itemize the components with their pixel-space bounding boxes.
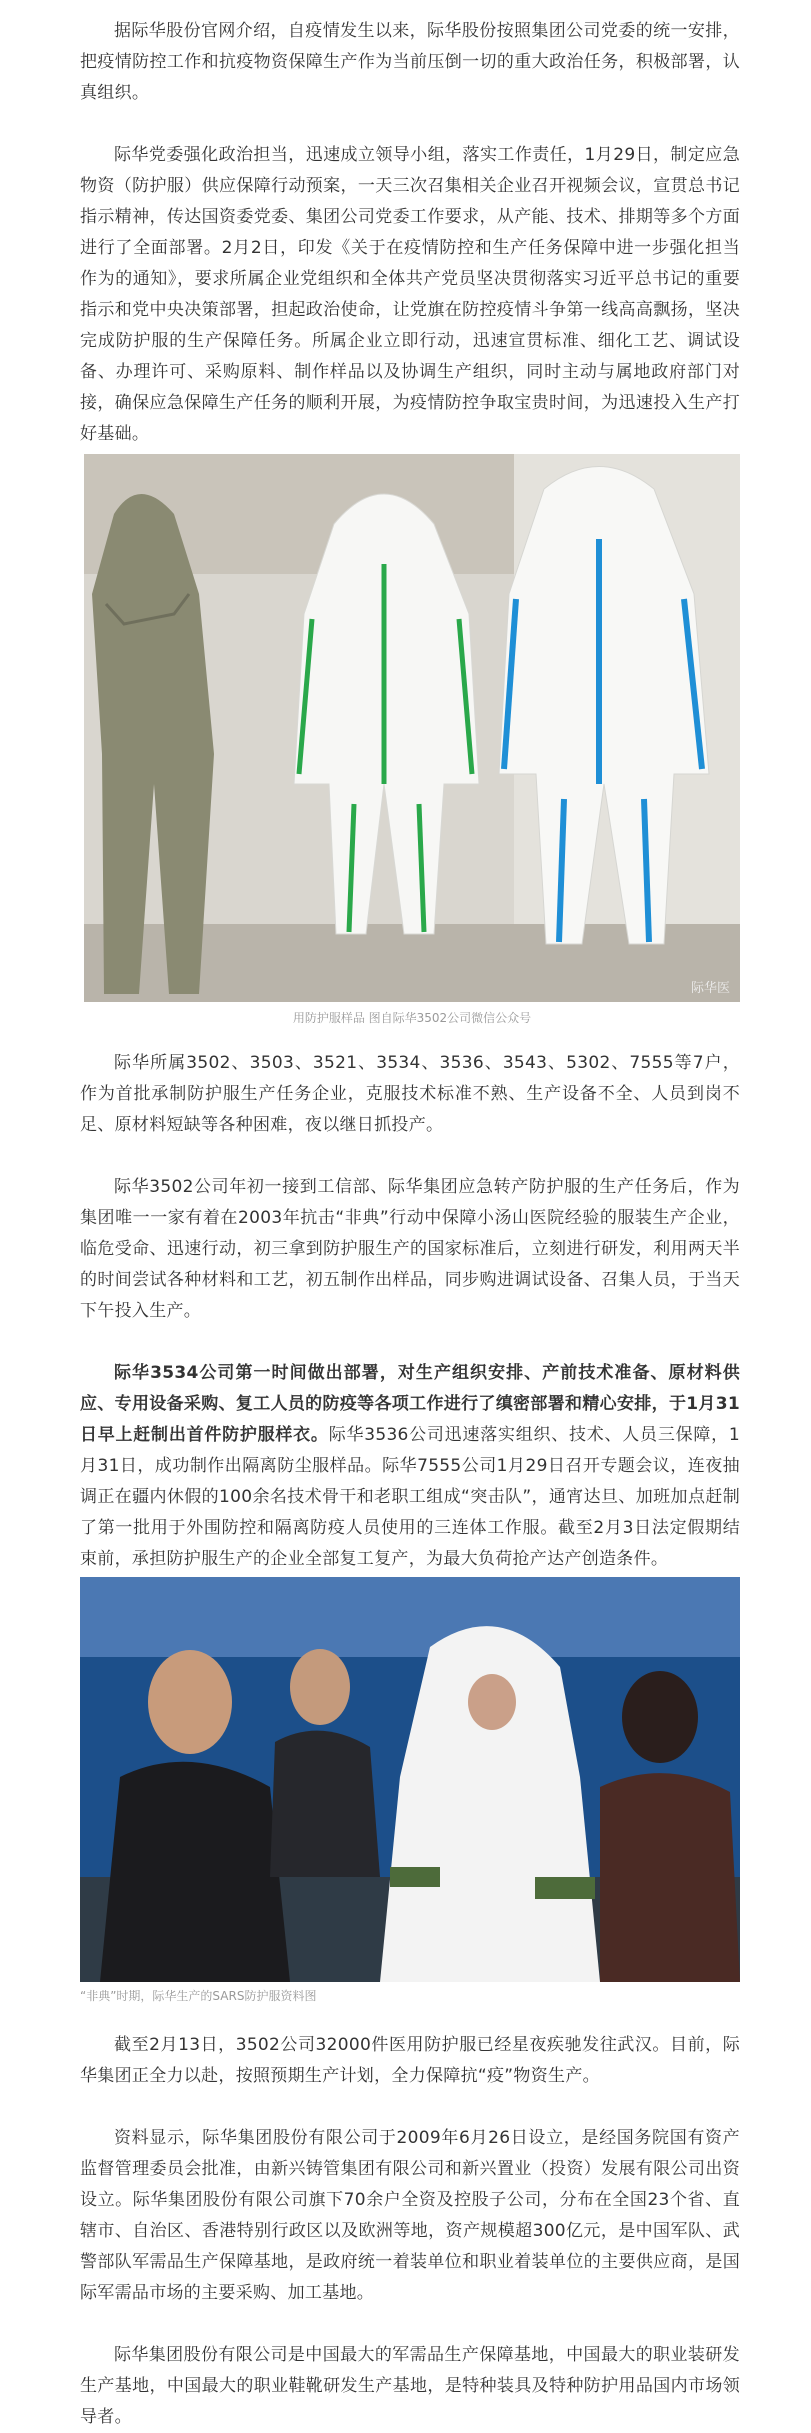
paragraph-3502-company: 际华3502公司年初一接到工信部、际华集团应急转产防护服的生产任务后，作为集团唯一一家有着在2003年抗击“非典”行动中保障小汤山医院经验的服装生产企业，临危受命、迅速行动，初三拿到防护服生产的国家标准后，立刻进行研发，利用两天半的时间尝试各种材料和工艺，初五制作出样品，同步购进调试设备、召集人员，于当天下午投入生产。	[80, 1177, 740, 1321]
photo-watermark: 际华医	[690, 981, 730, 996]
figure2-caption: “非典”时期，际华生产的SARS防护服资料图	[80, 1989, 317, 2003]
paragraph-intro: 据际华股份官网介绍，自疫情发生以来，际华股份按照集团公司党委的统一安排，把疫情防控工作和抗疫物资保障生产作为当前压倒一切的重大政治任务，积极部署，认真组织。	[80, 21, 740, 103]
paragraph-3534-rest: 际华3536公司迅速落实组织、技术、人员三保障，1月31日，成功制作出隔离防尘服样品。际华7555公司1月29日召开专题会议，连夜抽调正在疆内休假的100余名技术骨干和老职工组成“突击队”，通宵达旦、加班加点赶制了第一批用于外围防控和隔离防疫人员使用的三连体工作服。截至2月3日法定假期结束前，承担防护服生产的企业全部复工复产，为最大负荷抢产达产创造条件。	[80, 1425, 740, 1569]
paragraph-3534-company	[80, 1358, 740, 1575]
paragraph-company-profile: 资料显示，际华集团股份有限公司于2009年6月26日设立，是经国务院国有资产监督管理委员会批准，由新兴铸管集团有限公司和新兴置业（投资）发展有限公司出资设立。际华集团股份有限公司旗下70余户全资及控股子公司，分布在全国23个省、直辖市、自治区、香港特别行政区以及欧洲等地，资产规模超300亿元，是中国军队、武警部队军需品生产保障基地，是政府统一着装单位和职业着装单位的主要供应商，是国际军需品市场的主要采购、加工基地。	[80, 2128, 740, 2303]
paragraph-party-committee: 际华党委强化政治担当，迅速成立领导小组，落实工作责任，1月29日，制定应急物资（防护服）供应保障行动预案，一天三次召集相关企业召开视频会议，宣贯总书记指示精神，传达国资委党委、集团公司党委工作要求，从产能、技术、排期等多个方面进行了全面部署。2月2日，印发《关于在疫情防控和生产任务保障中进一步强化担当作为的通知》，要求所属企业党组织和全体共产党员坚决贯彻落实习近平总书记的重要指示和党中央决策部署，担起政治使命，让党旗在防控疫情斗争第一线高高飘扬，坚决完成防护服的生产保障任务。所属企业立即行动，迅速宣贯标准、细化工艺、调试设备、办理许可、采购原料、制作样品以及协调生产组织，同时主动与属地政府部门对接，确保应急保障生产任务的顺利开展，为疫情防控争取宝贵时间，为迅速投入生产打好基础。	[80, 145, 740, 444]
paragraph-3534-bold: 际华3534公司第一时间做出部署，对生产组织安排、产前技术准备、原材料供应、专用设备采购、复工人员的防疫等各项工作进行了缜密部署和精心安排，于1月31日早上赶制出首件防护服样衣。	[80, 1363, 740, 1445]
paragraph-shipment: 截至2月13日，3502公司32000件医用防护服已经星夜疾驰发往武汉。目前，际华集团正全力以赴，按照预期生产计划，全力保障抗“疫”物资生产。	[80, 2035, 740, 2086]
figure-protective-suits	[84, 454, 740, 1028]
protective-suits-photo	[84, 454, 740, 1002]
figure-sars-suit	[80, 1577, 740, 2006]
figure1-caption: 用防护服样品 图自际华3502公司微信公众号	[292, 1011, 532, 1025]
article	[80, 0, 740, 2433]
sars-suit-photo	[80, 1577, 740, 1982]
paragraph-first-batch: 际华所属3502、3503、3521、3534、3536、3543、5302、7555等7户，作为首批承制防护服生产任务企业，克服技术标准不熟、生产设备不全、人员到岗不足、原材料短缺等各种困难，夜以继日抓投产。	[80, 1053, 740, 1135]
paragraph-company-position: 际华集团股份有限公司是中国最大的军需品生产保障基地，中国最大的职业装研发生产基地，中国最大的职业鞋靴研发生产基地，是特种装具及特种防护用品国内市场领导者。	[80, 2345, 740, 2427]
